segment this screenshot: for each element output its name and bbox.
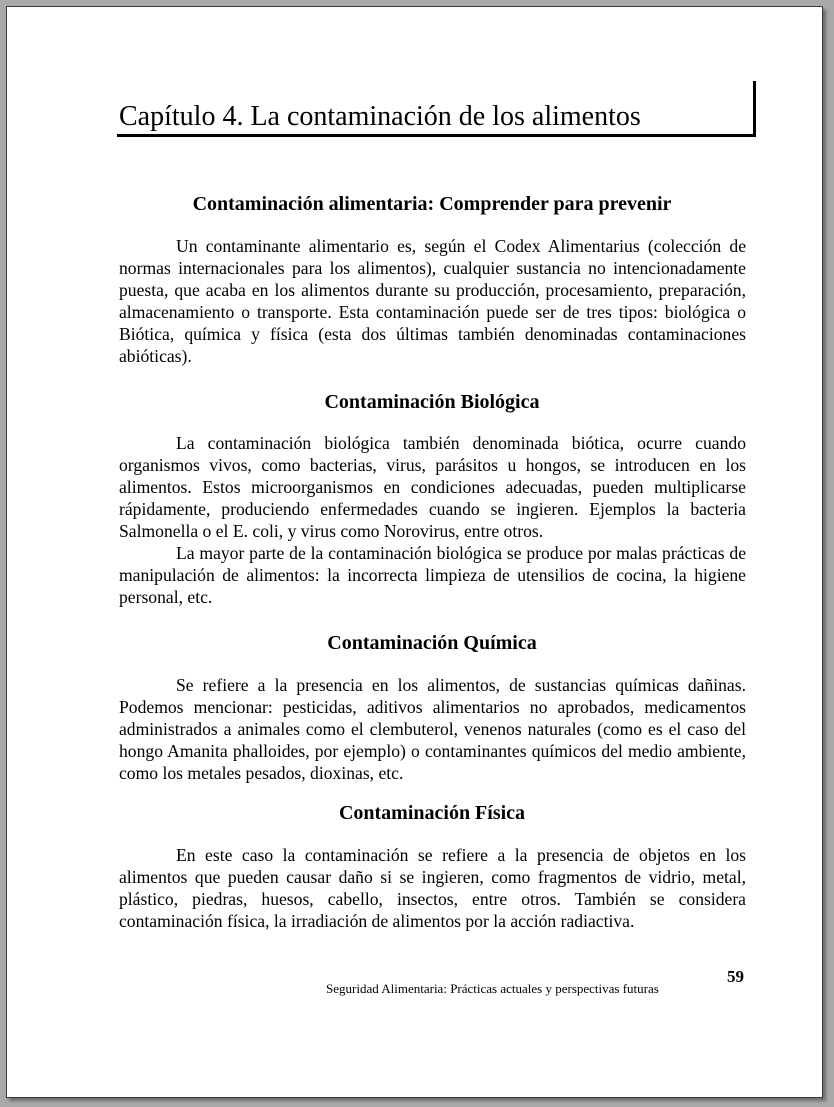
title-underline xyxy=(117,134,756,137)
page-number: 59 xyxy=(727,967,744,986)
paragraph-food-contamination: Un contaminante alimentario es, según el Codex Alimentarius (colección de normas internacionales para los alimentos), cualquier sustancia no intencionadamente puesta, que acaba en los alimentos durante su producción, procesamiento, preparación, almacenamiento o transporte. Esta contaminación puede ser de tres tipos: biológica o Biótica, química y física (esta dos últimas también denominadas contaminaciones abióticas). xyxy=(119,236,746,366)
footer-book-title: Seguridad Alimentaria: Prácticas actuales y perspectivas futuras xyxy=(326,981,659,996)
chapter-title: Capítulo 4. La contaminación de los alimentos xyxy=(119,101,641,132)
section-heading-biological: Contaminación Biológica xyxy=(324,391,540,413)
section-heading-food-contamination: Contaminación alimentaria: Comprender para prevenir xyxy=(192,193,672,215)
document-page xyxy=(6,6,823,1098)
title-side-rule xyxy=(753,81,756,137)
section-heading-physical: Contaminación Física xyxy=(338,802,526,824)
paragraph-biological-1: La contaminación biológica también denominada biótica, ocurre cuando organismos vivos, como bacterias, virus, parásitos u hongos, se introducen en los alimentos. Estos microorganismos en condiciones adecuadas, pueden multiplicarse rápidamente, produciendo enfermedades cuando se ingieren. Ejemplos la bacteria Salmonella o el E. coli, y virus como Norovirus, entre otros. xyxy=(119,433,746,541)
paragraph-physical: En este caso la contaminación se refiere a la presencia de objetos en los alimentos que pueden causar daño si se ingieren, como fragmentos de vidrio, metal, plástico, piedras, huesos, cabello, insectos, entre otros. También se considera contaminación física, la irradiación de alimentos por la acción radiactiva. xyxy=(119,845,746,931)
paragraph-biological-2: La mayor parte de la contaminación biológica se produce por malas prácticas de manipulación de alimentos: la incorrecta limpieza de utensilios de cocina, la higiene personal, etc. xyxy=(119,543,746,607)
section-heading-chemical: Contaminación Química xyxy=(327,632,537,654)
paragraph-chemical: Se refiere a la presencia en los alimentos, de sustancias químicas dañinas. Podemos mencionar: pesticidas, aditivos alimentarios no aprobados, medicamentos administrados a animales como el clembuterol, venenos naturales (como es el caso del hongo Amanita phalloides, por ejemplo) o contaminantes químicos del medio ambiente, como los metales pesados, dioxinas, etc. xyxy=(119,675,746,783)
